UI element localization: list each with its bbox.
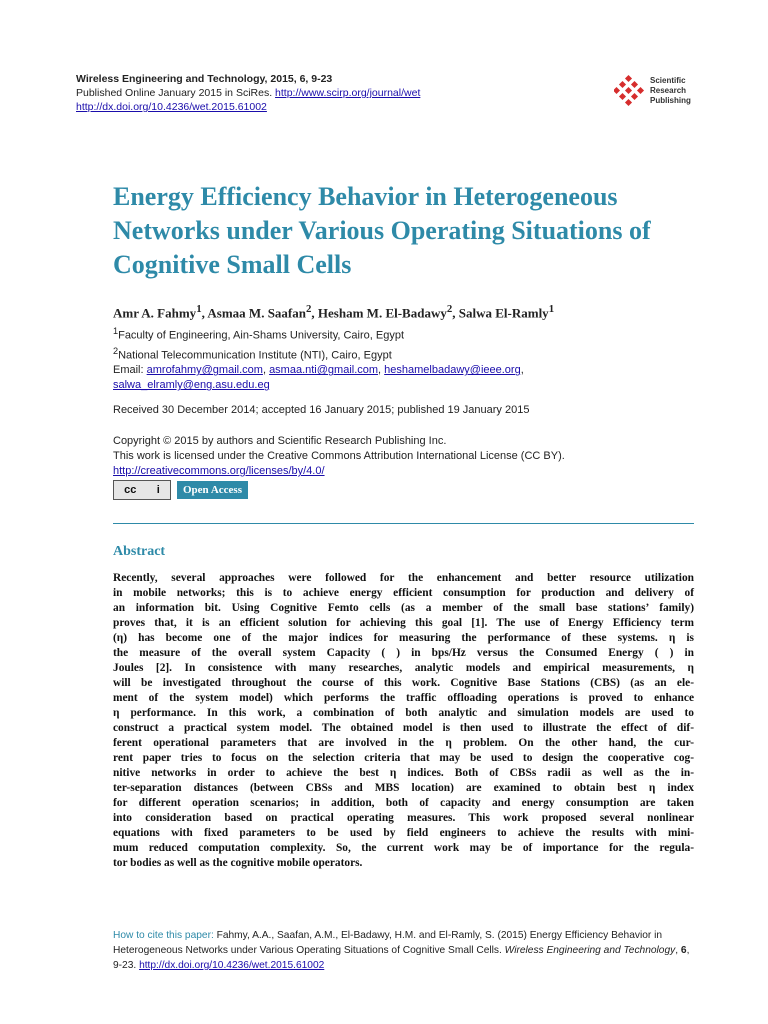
open-access-badge[interactable]: Open Access xyxy=(177,481,248,499)
email-link[interactable]: heshamelbadawy@ieee.org xyxy=(384,364,521,377)
affiliation-item: $^2$National Telecommunication Institute (NTI), Cairo, Egypt xyxy=(113,345,392,362)
paper-title: Energy Efficiency Behavior in Heterogeneous Networks under Various Operating Situations of Cognitive Small Cells xyxy=(113,182,651,279)
citation-journal: Wireless Engineering and Technology xyxy=(504,945,676,956)
attribution-icon: i xyxy=(156,484,160,496)
author-list: Amr A. Fahmy$^1$, Asmaa M. Saafan$^2$, Hesham M. El-Badawy$^2$, Salwa El-Ramly$^1$ xyxy=(113,303,555,321)
abstract-line: ter-separation distances (between CBSs and MBS location) are examined to obtain best η index xyxy=(113,782,694,794)
citation-label: How to cite this paper: xyxy=(113,930,217,941)
abstract-line: ferent operational parameters that are involved in the η problem. On the other hand, the cur- xyxy=(113,737,694,749)
affiliations xyxy=(113,324,524,393)
published-prefix: Published Online January 2015 in SciRes. xyxy=(76,87,276,99)
abstract-line: nitive networks in order to achieve the best η indices. Both of CBSs radii as well as the in- xyxy=(113,767,694,779)
cc-icon: cc xyxy=(124,484,137,496)
cc-by-badge[interactable] xyxy=(113,480,171,500)
license-link[interactable]: http://creativecommons.org/licenses/by/4.0/ xyxy=(113,465,325,477)
abstract-line: rent paper tries to focus on the selection criteria that may be used to design the cooperative cog- xyxy=(113,752,694,764)
abstract-heading: Abstract xyxy=(113,544,166,559)
abstract-line: Recently, several approaches were followed for the enhancement and better resource utilization xyxy=(113,572,694,584)
abstract-line: ment of the system model) which performs the traffic offloading operations is proved to enhance xyxy=(113,692,694,704)
email-line: Email: amrofahmy@gmail.com, asmaa.nti@gmail.com, heshamelbadawy@ieee.org, xyxy=(113,364,524,377)
abstract-line: proves that, it is an efficient solution for achieving this goal [1]. The use of Energy Efficiency term xyxy=(113,617,694,629)
email-link[interactable]: salwa_elramly@eng.asu.edu.eg xyxy=(113,379,270,392)
abstract-line: (η) has become one of the major indices for measuring the performance of these systems. η is xyxy=(113,632,694,644)
published-line xyxy=(76,86,420,100)
abstract-body xyxy=(113,571,694,871)
email-link[interactable]: amrofahmy@gmail.com xyxy=(146,364,263,377)
citation-text: Fahmy, A.A., Saafan, A.M., El-Badawy, H.M. and El-Ramly, S. (2015) Energy Efficiency Behavior in Heterogeneous Networks under Various Operating Situations of Cognitive Small Cells. xyxy=(113,930,663,956)
abstract-line: Joules [2]. In consistence with many researches, analytic models and empirical measurements, η xyxy=(113,662,694,674)
abstract-line: construct a practical system model. The obtained model is then used to illustrate the effect of dif- xyxy=(113,722,694,734)
author-name: Salwa El-Ramly xyxy=(458,305,549,321)
affiliation-item: $^1$Faculty of Engineering, Ain-Shams University, Cairo, Egypt xyxy=(113,326,405,342)
abstract-line: mum reduced computation complexity. So, the current work may be of importance for the regula- xyxy=(113,842,694,854)
abstract-line: the measure of the overall system Capacity ( ) in bps/Hz versus the Consumed Energy ( ) in xyxy=(113,647,694,659)
email-link[interactable]: asmaa.nti@gmail.com xyxy=(269,364,379,377)
publisher-logo-text: Scientific Research Publishing xyxy=(650,76,691,105)
journal-citation-line: Wireless Engineering and Technology, 2015, 6, 9-23 xyxy=(76,73,333,85)
author-name: Asmaa M. Saafan xyxy=(207,305,306,321)
publication-dates: Received 30 December 2014; accepted 16 January 2015; published 19 January 2015 xyxy=(113,404,530,416)
journal-url-link[interactable]: http://www.scirp.org/journal/wet xyxy=(275,87,421,99)
copyright-line: Copyright © 2015 by authors and Scientific Research Publishing Inc. xyxy=(113,435,447,447)
abstract-line: into consideration based on practical operating measures. This work proposed several nonlinear xyxy=(113,812,694,824)
author-name: Amr A. Fahmy xyxy=(113,305,197,321)
publisher-logo xyxy=(614,74,724,110)
journal-header xyxy=(76,72,420,114)
header-doi-link[interactable]: http://dx.doi.org/10.4236/wet.2015.61002 xyxy=(76,101,267,113)
copyright-block xyxy=(113,434,565,479)
citation-doi-link[interactable]: http://dx.doi.org/10.4236/wet.2015.61002 xyxy=(139,960,325,971)
abstract-line: for different operation scenarios; in addition, both of capacity and energy consumption are taken xyxy=(113,797,694,809)
abstract-line: equations with fixed parameters to be used by field engineers to achieve the results with mini- xyxy=(113,827,694,839)
abstract-line: an information bit. Using Cognitive Femto cells (as a member of the small base stations’ family) xyxy=(113,602,694,614)
license-badges xyxy=(113,480,248,500)
citation-volume: 6 xyxy=(680,945,687,956)
author-name: Hesham M. El-Badawy xyxy=(317,305,447,321)
citation-block: How to cite this paper: Fahmy, A.A., Saafan, A.M., El-Badawy, H.M. and El-Ramly, S. (2015) Energy Efficiency Behavior in Heterogeneous Networks under Various Operating Situations of Cognitive Small Cells. Wireless Engineering and Technology, 6, 9-23. http://dx.doi.org/10.4236/wet.2015.61002 xyxy=(113,930,690,971)
abstract-line: η performance. In this work, a combination of both analytic and simulation models are used to xyxy=(113,707,694,719)
abstract-line: will be investigated throughout the course of this work. Cognitive Base Stations (CBS) (as an ele- xyxy=(113,677,694,689)
section-divider xyxy=(113,523,694,524)
abstract-line: tor bodies as well as the cognitive mobile operators. xyxy=(113,857,363,869)
citation-pages: , 9-23. xyxy=(113,945,690,971)
publisher-logo-icon xyxy=(614,74,648,110)
abstract-line: in mobile networks; this is to achieve energy efficient consumption for production and delivery of xyxy=(113,587,694,599)
license-line: This work is licensed under the Creative Commons Attribution International License (CC BY). xyxy=(113,450,565,462)
